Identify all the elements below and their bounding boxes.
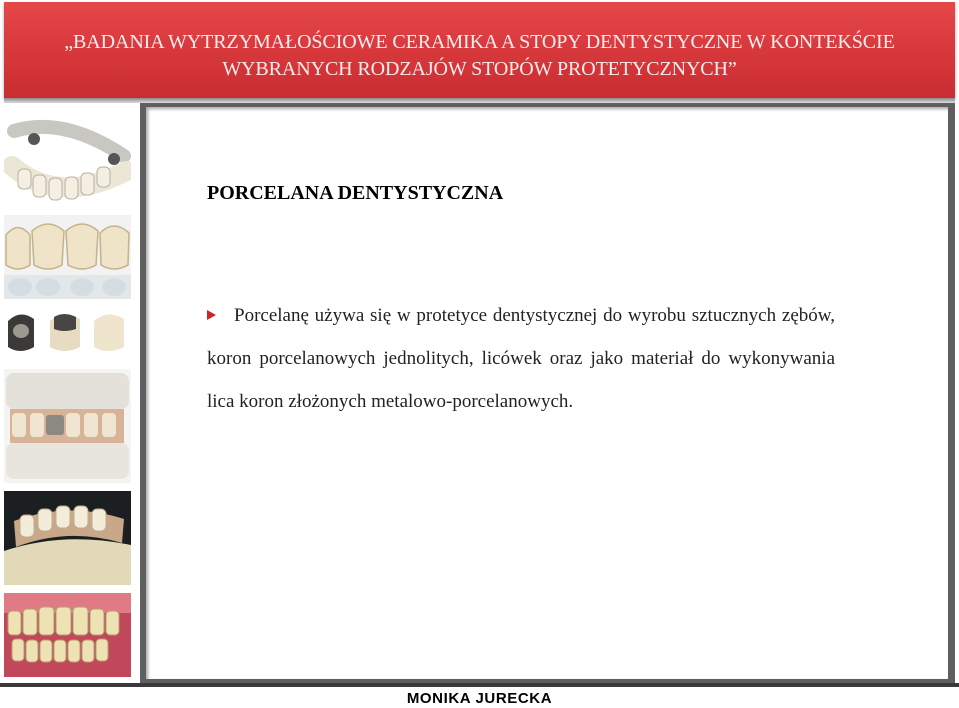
header-title-line2: WYBRANYCH RODZAJÓW STOPÓW PROTETYCZNYCH” [222, 58, 737, 80]
dental-bridge-photo [4, 111, 131, 209]
photo-strip [4, 103, 140, 683]
teeth-closeup-photo [4, 593, 131, 677]
footer-author: MONIKA JURECKA [406, 690, 553, 707]
bullet-text: Porcelanę używa się w protetyce dentystycznej do wyrobu sztucznych zębów, koron porcelanowych jednolitych, licówek oraz jako materiał do wykonywania lica koron złożonych metalowo-porcelanowych. [207, 305, 835, 412]
bridge-on-model-photo [4, 491, 131, 585]
bullet-paragraph [207, 294, 835, 423]
slide-header [4, 2, 955, 98]
footer-divider [0, 683, 959, 687]
bullet-arrow-icon [207, 310, 216, 320]
dental-model-photo [4, 369, 131, 483]
porcelain-crowns-photo [4, 215, 131, 299]
header-title-line1: „BADANIA WYTRZYMAŁOŚCIOWE CERAMIKA A STOPY DENTYSTYCZNE W KONTEKŚCIE [64, 31, 895, 53]
metal-porcelain-crowns-photo [4, 307, 131, 361]
slide-title: PORCELANA DENTYSTYCZNA [207, 182, 504, 204]
